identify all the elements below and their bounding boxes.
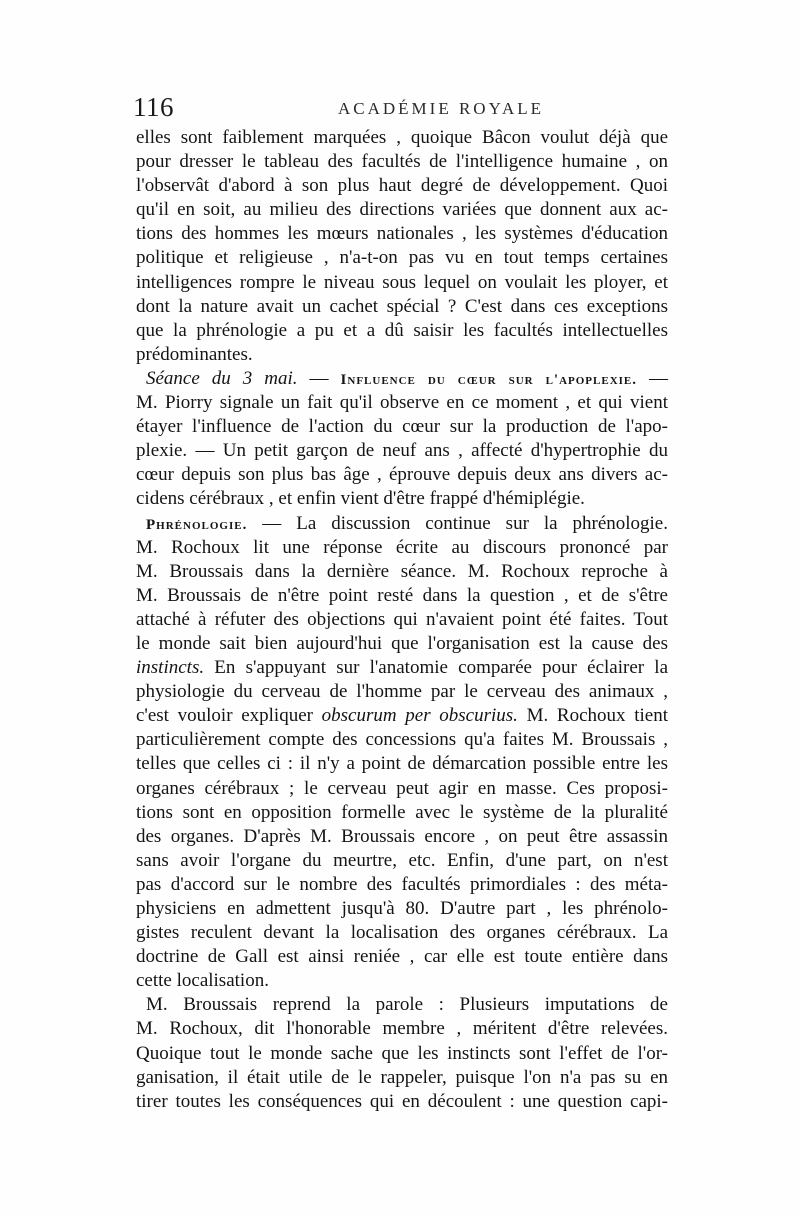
text-line [136,728,668,752]
text-segment: politique et religieuse , n'a-t-on pas vu en tout temps certaines [136,247,668,269]
text-line [136,343,668,367]
text-line [136,126,668,150]
text-segment: qu'il en soit, au milieu des directions variées que donnent aux ac- [136,199,668,221]
text-line [136,367,668,391]
text-line [136,752,668,776]
text-line [136,1017,668,1041]
text-segment: l'observât d'abord à son plus haut degré de développement. Quoi [136,175,668,197]
text-line [136,801,668,825]
text-line [136,656,668,680]
text-line [136,704,668,728]
italic-text: obscurum per obscurius. [321,705,518,727]
text-segment: M. Rochoux lit une réponse écrite au discours prononcé par [136,536,668,558]
text-line [136,873,668,897]
text-line [136,295,668,319]
text-line [136,415,668,439]
running-title: ACADÉMIE ROYALE [338,99,545,118]
text-segment: M. Rochoux tient [517,705,668,727]
text-segment: M. Piorry signale un fait qu'il observe en ce moment , et qui vient [136,392,668,414]
text-line [136,680,668,704]
text-segment: Quoique tout le monde sache que les instincts sont l'effet de l'or- [136,1042,668,1064]
text-line [136,969,668,993]
text-segment: M. Broussais reprend la parole : Plusieurs imputations de [146,994,668,1016]
text-line [136,1066,668,1090]
text-segment: — [297,367,341,389]
text-segment: M. Broussais dans la dernière séance. M. Rochoux reproche à [136,560,668,582]
text-line [136,777,668,801]
text-segment: — [637,367,669,389]
text-segment: des organes. D'après M. Broussais encore , on peut être assassin [136,825,668,847]
text-segment: ganisation, il était utile de le rappeler, puisque l'on n'a pas su en [136,1066,668,1088]
text-line [136,271,668,295]
text-segment: tirer toutes les conséquences qui en découlent : une question capi- [136,1090,668,1112]
section-heading: Influence du cœur sur l'apoplexie. [340,371,638,388]
page-number: 116 [133,92,174,122]
text-line [136,897,668,921]
text-segment: tions des hommes les mœurs nationales , les systèmes d'éducation [136,223,668,245]
text-line [136,849,668,873]
text-segment: le monde sait bien aujourd'hui que l'organisation est la cause des [136,632,668,654]
text-line [136,150,668,174]
text-segment: elles sont faiblement marquées , quoique Bâcon voulut déjà que [136,127,668,148]
text-line [136,174,668,198]
text-segment: telles que celles ci : il n'y a point de démarcation possible entre les [136,753,668,775]
text-line [136,463,668,487]
text-segment: sans avoir l'organe du meurtre, etc. Enfin, d'une part, on n'est [136,849,668,871]
text-segment: cidens cérébraux , et enfin vient d'être frappé d'hémiplégie. [136,488,585,510]
text-segment: pour dresser le tableau des facultés de l'intelligence humaine , on [136,151,668,173]
text-segment: prédominantes. [136,343,253,365]
text-line [136,993,668,1017]
text-segment: — La discussion continue sur la phrénologie. [247,512,668,534]
section-heading: Phrénologie. [146,516,248,533]
text-line [136,825,668,849]
text-segment: doctrine de Gall est ainsi reniée , car elle est toute entière dans [136,946,668,968]
text-line [136,632,668,656]
text-line [136,222,668,246]
text-segment: particulièrement compte des concessions qu'a faites M. Broussais , [136,729,668,751]
text-line [136,487,668,511]
text-line [136,439,668,463]
text-line [136,319,668,343]
text-segment: M. Broussais de n'être point resté dans la question , et de s'être [136,584,668,606]
text-segment: organes cérébraux ; le cerveau peut agir en masse. Ces proposi- [136,777,668,799]
text-line [136,246,668,270]
text-segment: cœur depuis son plus bas âge , éprouve depuis deux ans divers ac- [136,464,668,486]
text-segment: En s'appuyant sur l'anatomie comparée pour éclairer la [204,657,668,679]
text-line [136,536,668,560]
text-segment: tions sont en opposition formelle avec le système de la pluralité [136,801,668,823]
text-line [136,1042,668,1066]
text-line [136,560,668,584]
text-line [136,1090,668,1114]
text-segment: M. Rochoux, dit l'honorable membre , méritent d'être relevées. [136,1018,668,1040]
text-line [136,391,668,415]
text-segment: que la phrénologie a pu et a dû saisir les facultés intellectuelles [136,319,668,341]
text-line [136,198,668,222]
text-segment: c'est vouloir expliquer [136,705,322,727]
text-segment: pas d'accord sur le nombre des facultés primordiales : des méta- [136,873,668,895]
body-text [136,126,668,1114]
text-segment: plexie. — Un petit garçon de neuf ans , affecté d'hypertrophie du [136,440,668,462]
text-segment: physiologie du cerveau de l'homme par le cerveau des animaux , [136,681,668,703]
text-line [136,608,668,632]
text-line [136,921,668,945]
text-segment: intelligences rompre le niveau sous lequel on voulait les ployer, et [136,271,668,293]
text-segment: attaché à réfuter des objections qui n'avaient point été faites. Tout [136,608,668,630]
text-segment: étayer l'influence de l'action du cœur sur la production de l'apo- [136,416,668,438]
text-segment: dont la nature avait un cachet spécial ? C'est dans ces exceptions [136,295,668,317]
text-line [136,945,668,969]
text-segment: cette localisation. [136,970,269,992]
text-line [136,512,668,536]
text-segment: physiciens en admettent jusqu'à 80. D'autre part , les phrénolo- [136,898,668,919]
italic-text: Séance du 3 mai. [146,367,298,389]
text-segment: gistes reculent devant la localisation des organes cérébraux. La [136,922,668,944]
text-line [136,584,668,608]
italic-text: instincts. [136,657,205,679]
